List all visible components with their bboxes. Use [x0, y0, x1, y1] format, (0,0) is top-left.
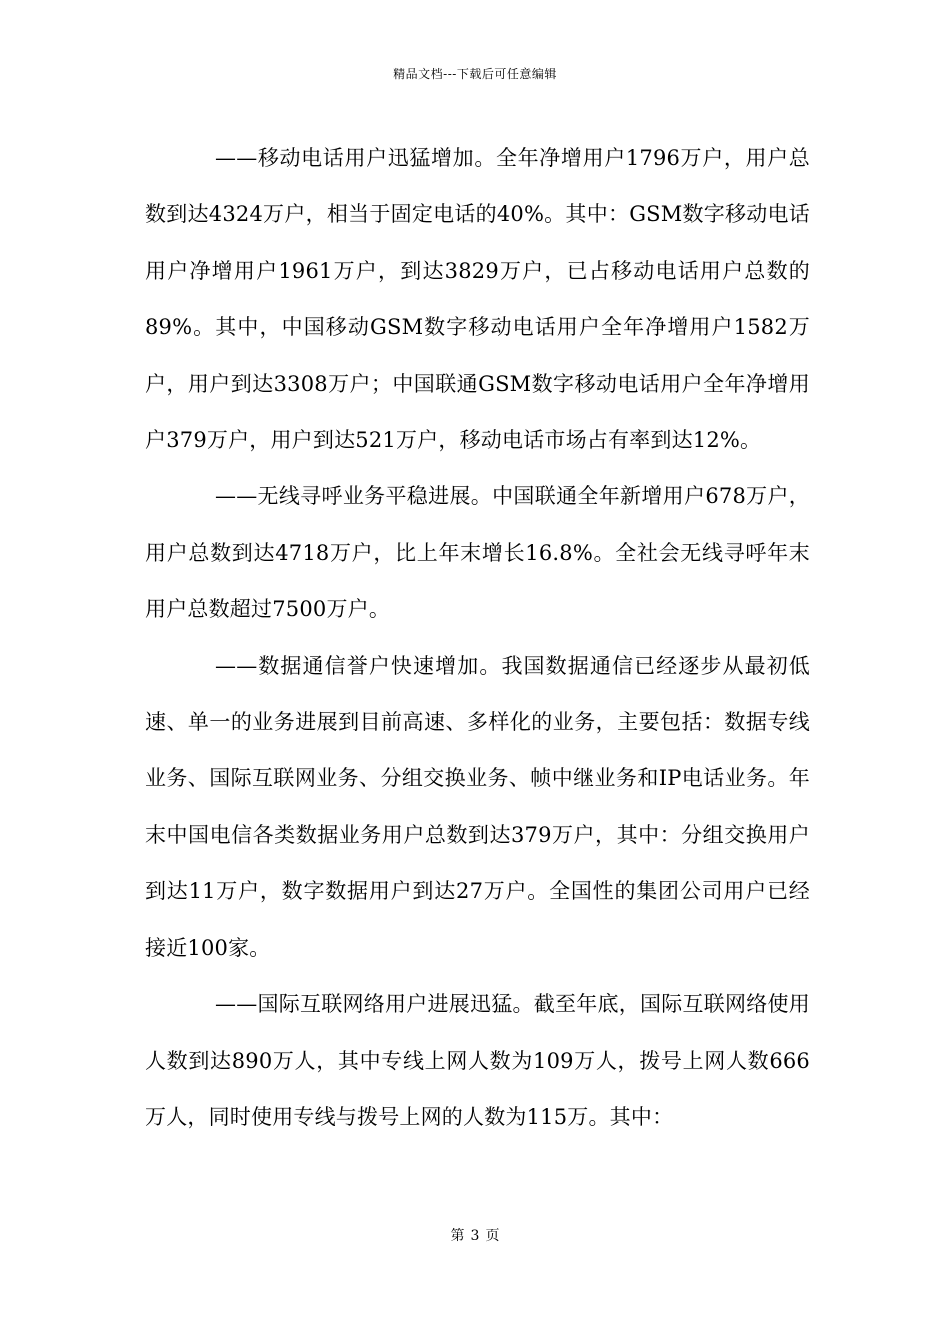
- paragraph-mobile-users: ——移动电话用户迅猛增加。全年净增用户1796万户，用户总数到达4324万户，相当于固定电话的40%。其中：GSM数字移动电话用户净增用户1961万户，到达3829万户，已占移动电话用户总数的89%。其中，中国移动GSM数字移动电话用户全年净增用户1582万户，用户到达3308万户；中国联通GSM数字移动电话用户全年净增用户379万户，用户到达521万户，移动电话市场占有率到达12%。: [145, 146, 810, 453]
- document-body: [145, 130, 810, 1145]
- page-number: 3: [470, 1228, 480, 1244]
- paragraph-data-communication: ——数据通信誉户快速增加。我国数据通信已经逐步从最初低速、单一的业务进展到目前高速、多样化的业务，主要包括：数据专线业务、国际互联网业务、分组交换业务、帧中继业务和IP电话业务。年末中国电信各类数据业务用户总数到达379万户，其中：分组交换用户到达11万户，数字数据用户到达27万户。全国性的集团公司用户已经接近100家。: [145, 653, 810, 960]
- page-number-suffix: 页: [485, 1228, 500, 1244]
- paragraph-paging-service: ——无线寻呼业务平稳进展。中国联通全年新增用户678万户，用户总数到达4718万户，比上年末增长16.8%。全社会无线寻呼年末用户总数超过7500万户。: [145, 484, 810, 622]
- page-footer: [0, 1227, 950, 1245]
- paragraph-internet-users: ——国际互联网络用户进展迅猛。截至年底，国际互联网络使用人数到达890万人，其中专线上网人数为109万人，拨号上网人数666万人，同时使用专线与拨号上网的人数为115万。其中：: [145, 992, 810, 1129]
- page-number-prefix: 第: [450, 1228, 465, 1244]
- page-header: 精品文档---下载后可任意编辑: [393, 67, 557, 81]
